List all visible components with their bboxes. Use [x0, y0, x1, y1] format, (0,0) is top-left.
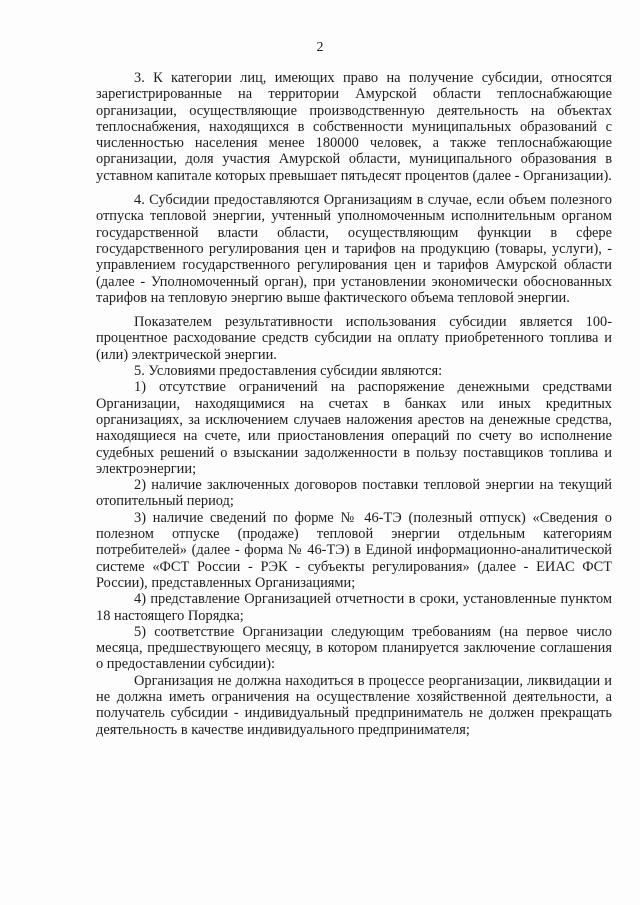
document-body	[96, 70, 612, 738]
paragraph-condition-3: 3) наличие сведений по форме № 46-ТЭ (полезный отпуск) «Сведения о полезном отпуске (продаже) тепловой энергии отдельным категориям потребителей» (далее - форма № 46-ТЭ) в Единой информационно-аналитической системе «ФСТ России - РЭК - субъекты регулирования» (далее - ЕИАС ФСТ России), представленных Организациями;	[96, 509, 612, 591]
paragraph-subsidy-cases: 4. Субсидии предоставляются Организациям в случае, если объем полезного отпуска тепловой энергии, учтенный уполномоченным исполнительным органом государственной власти области, осуществляющим функции в сфере государственного регулирования цен и тарифов на продукцию (товары, услуги), - управлением государственного регулирования цен и тарифов Амурской области (далее - Уполномоченный орган), при установлении экономически обоснованных тарифов на тепловую энергию выше фактического объема тепловой энергии.	[96, 192, 612, 306]
paragraph-condition-4: 4) представление Организацией отчетности в сроки, установленные пунктом 18 настоящего Порядка;	[96, 591, 612, 624]
paragraph-condition-5: 5) соответствие Организации следующим требованиям (на первое число месяца, предшествующего месяцу, в котором планируется заключение соглашения о предоставлении субсидии):	[96, 623, 612, 673]
page-number: 2	[316, 40, 324, 55]
paragraph-conditions-heading: 5. Условиями предоставления субсидии являются:	[134, 363, 443, 380]
paragraph-condition-1: 1) отсутствие ограничений на распоряжение денежными средствами Организации, находящимися на счетах в банках или иных кредитных организациях, за исключением случаев наложения арестов на денежные средства, находящиеся на счете, или приостановления операций по счету во исполнение судебных решений о взыскании задолженности в пользу поставщиков топлива и электроэнергии;	[96, 379, 612, 477]
paragraph-condition-2: 2) наличие заключенных договоров поставки тепловой энергии на текущий отопительный период;	[96, 477, 612, 510]
paragraph-reorganization-requirement: Организация не должна находиться в процессе реорганизации, ликвидации и не должна иметь ограничения на осуществление хозяйственной деятельности, а получатель субсидии - индивидуальный предприниматель не должен прекращать деятельность в качестве индивидуального предпринимателя;	[96, 672, 612, 738]
paragraph-performance-indicator: Показателем результативности использования субсидии является 100-процентное расходование средств субсидии на оплату приобретенного топлива и (или) электрической энергии.	[96, 314, 612, 363]
paragraph-categories: 3. К категории лиц, имеющих право на получение субсидии, относятся зарегистрированные на территории Амурской области теплоснабжающие организации, осуществляющие производственную деятельность на объектах теплоснабжения, находящихся в собственности муниципальных образований с численностью населения менее 180000 человек, а также теплоснабжающие организации, доля участия Амурской области, муниципального образования в уставном капитале которых превышает пятьдесят процентов (далее - Организации).	[96, 70, 612, 184]
